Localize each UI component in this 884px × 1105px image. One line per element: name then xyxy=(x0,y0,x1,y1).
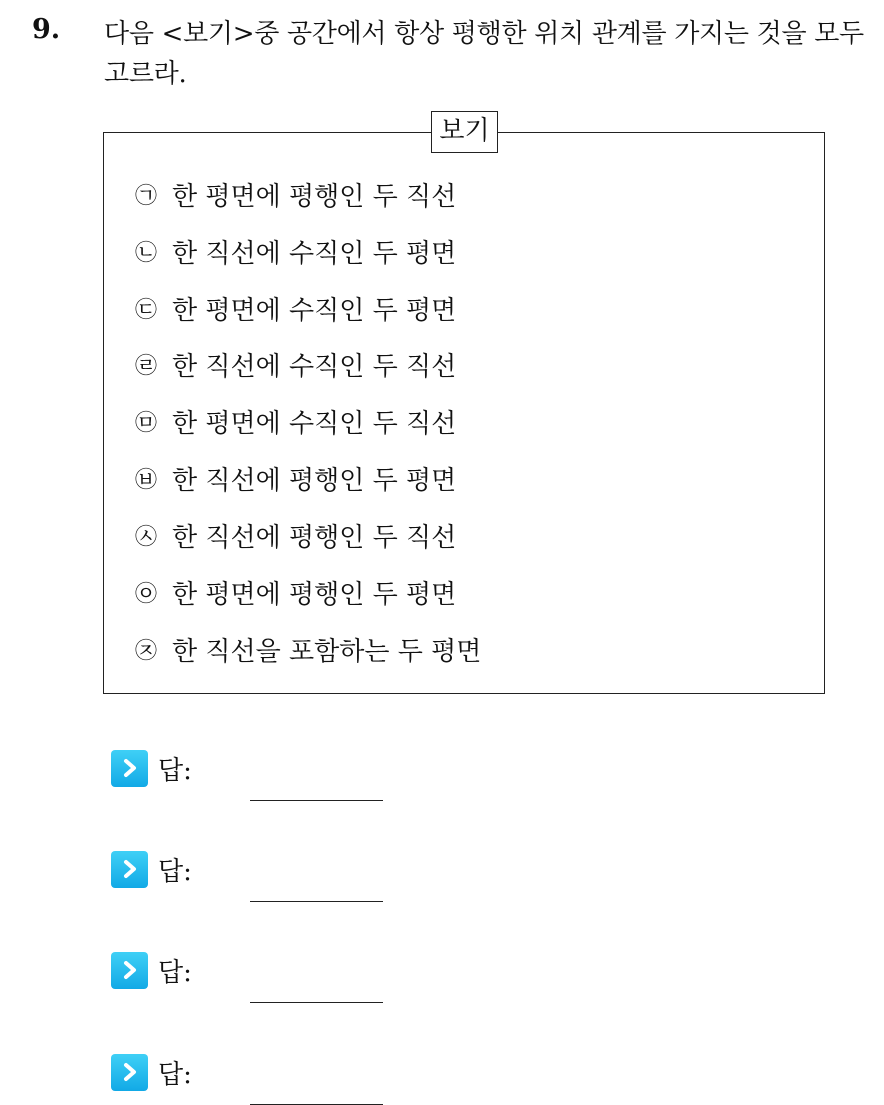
item-text: 한 직선에 수직인 두 평면 xyxy=(172,239,457,269)
answer-label: 답: xyxy=(158,957,192,988)
bogi-item xyxy=(132,632,481,672)
item-marker: ㉣ xyxy=(134,354,157,379)
bogi-item xyxy=(132,291,456,331)
answer-row xyxy=(111,849,383,889)
answer-label: 답: xyxy=(158,755,192,786)
chevron-right-icon xyxy=(111,1054,148,1091)
item-text: 한 평면에 평행인 두 평면 xyxy=(172,580,457,610)
answer-blank[interactable] xyxy=(250,1064,383,1105)
item-marker: ㉡ xyxy=(134,241,157,266)
answer-row xyxy=(111,950,383,990)
item-marker: ㉤ xyxy=(134,411,157,436)
bogi-item xyxy=(132,347,456,387)
bogi-item xyxy=(132,518,456,558)
question-text: 다음 <보기>중 공간에서 항상 평행한 위치 관계를 가지는 것을 모두 고르라. xyxy=(104,19,864,89)
bogi-item xyxy=(132,404,456,444)
bogi-title: 보기 xyxy=(431,111,498,153)
item-marker: ㉦ xyxy=(134,525,157,550)
item-text: 한 직선에 수직인 두 직선 xyxy=(172,352,457,382)
item-text: 한 직선을 포함하는 두 평면 xyxy=(172,637,482,667)
chevron-right-icon xyxy=(111,750,148,787)
chevron-right-icon xyxy=(111,851,148,888)
answer-blank[interactable] xyxy=(250,760,383,801)
item-marker: ㉥ xyxy=(134,468,157,493)
bogi-item xyxy=(132,234,456,274)
item-marker: ㉠ xyxy=(134,184,157,209)
item-text: 한 평면에 평행인 두 직선 xyxy=(172,182,457,212)
item-marker: ㉨ xyxy=(134,639,157,664)
answer-row xyxy=(111,748,383,788)
answer-blank[interactable] xyxy=(250,861,383,902)
answer-label: 답: xyxy=(158,856,192,887)
item-marker: ㉧ xyxy=(134,582,157,607)
item-marker: ㉢ xyxy=(134,298,157,323)
item-text: 한 평면에 수직인 두 평면 xyxy=(172,296,457,326)
bogi-item xyxy=(132,575,456,615)
bogi-item xyxy=(132,177,456,217)
item-text: 한 직선에 평행인 두 직선 xyxy=(172,523,457,553)
answer-label: 답: xyxy=(158,1059,192,1090)
answer-row xyxy=(111,1052,383,1092)
question-number: 9. xyxy=(32,14,61,45)
item-text: 한 평면에 수직인 두 직선 xyxy=(172,409,457,439)
bogi-item xyxy=(132,461,456,501)
item-text: 한 직선에 평행인 두 평면 xyxy=(172,466,457,496)
chevron-right-icon xyxy=(111,952,148,989)
answer-blank[interactable] xyxy=(250,962,383,1003)
